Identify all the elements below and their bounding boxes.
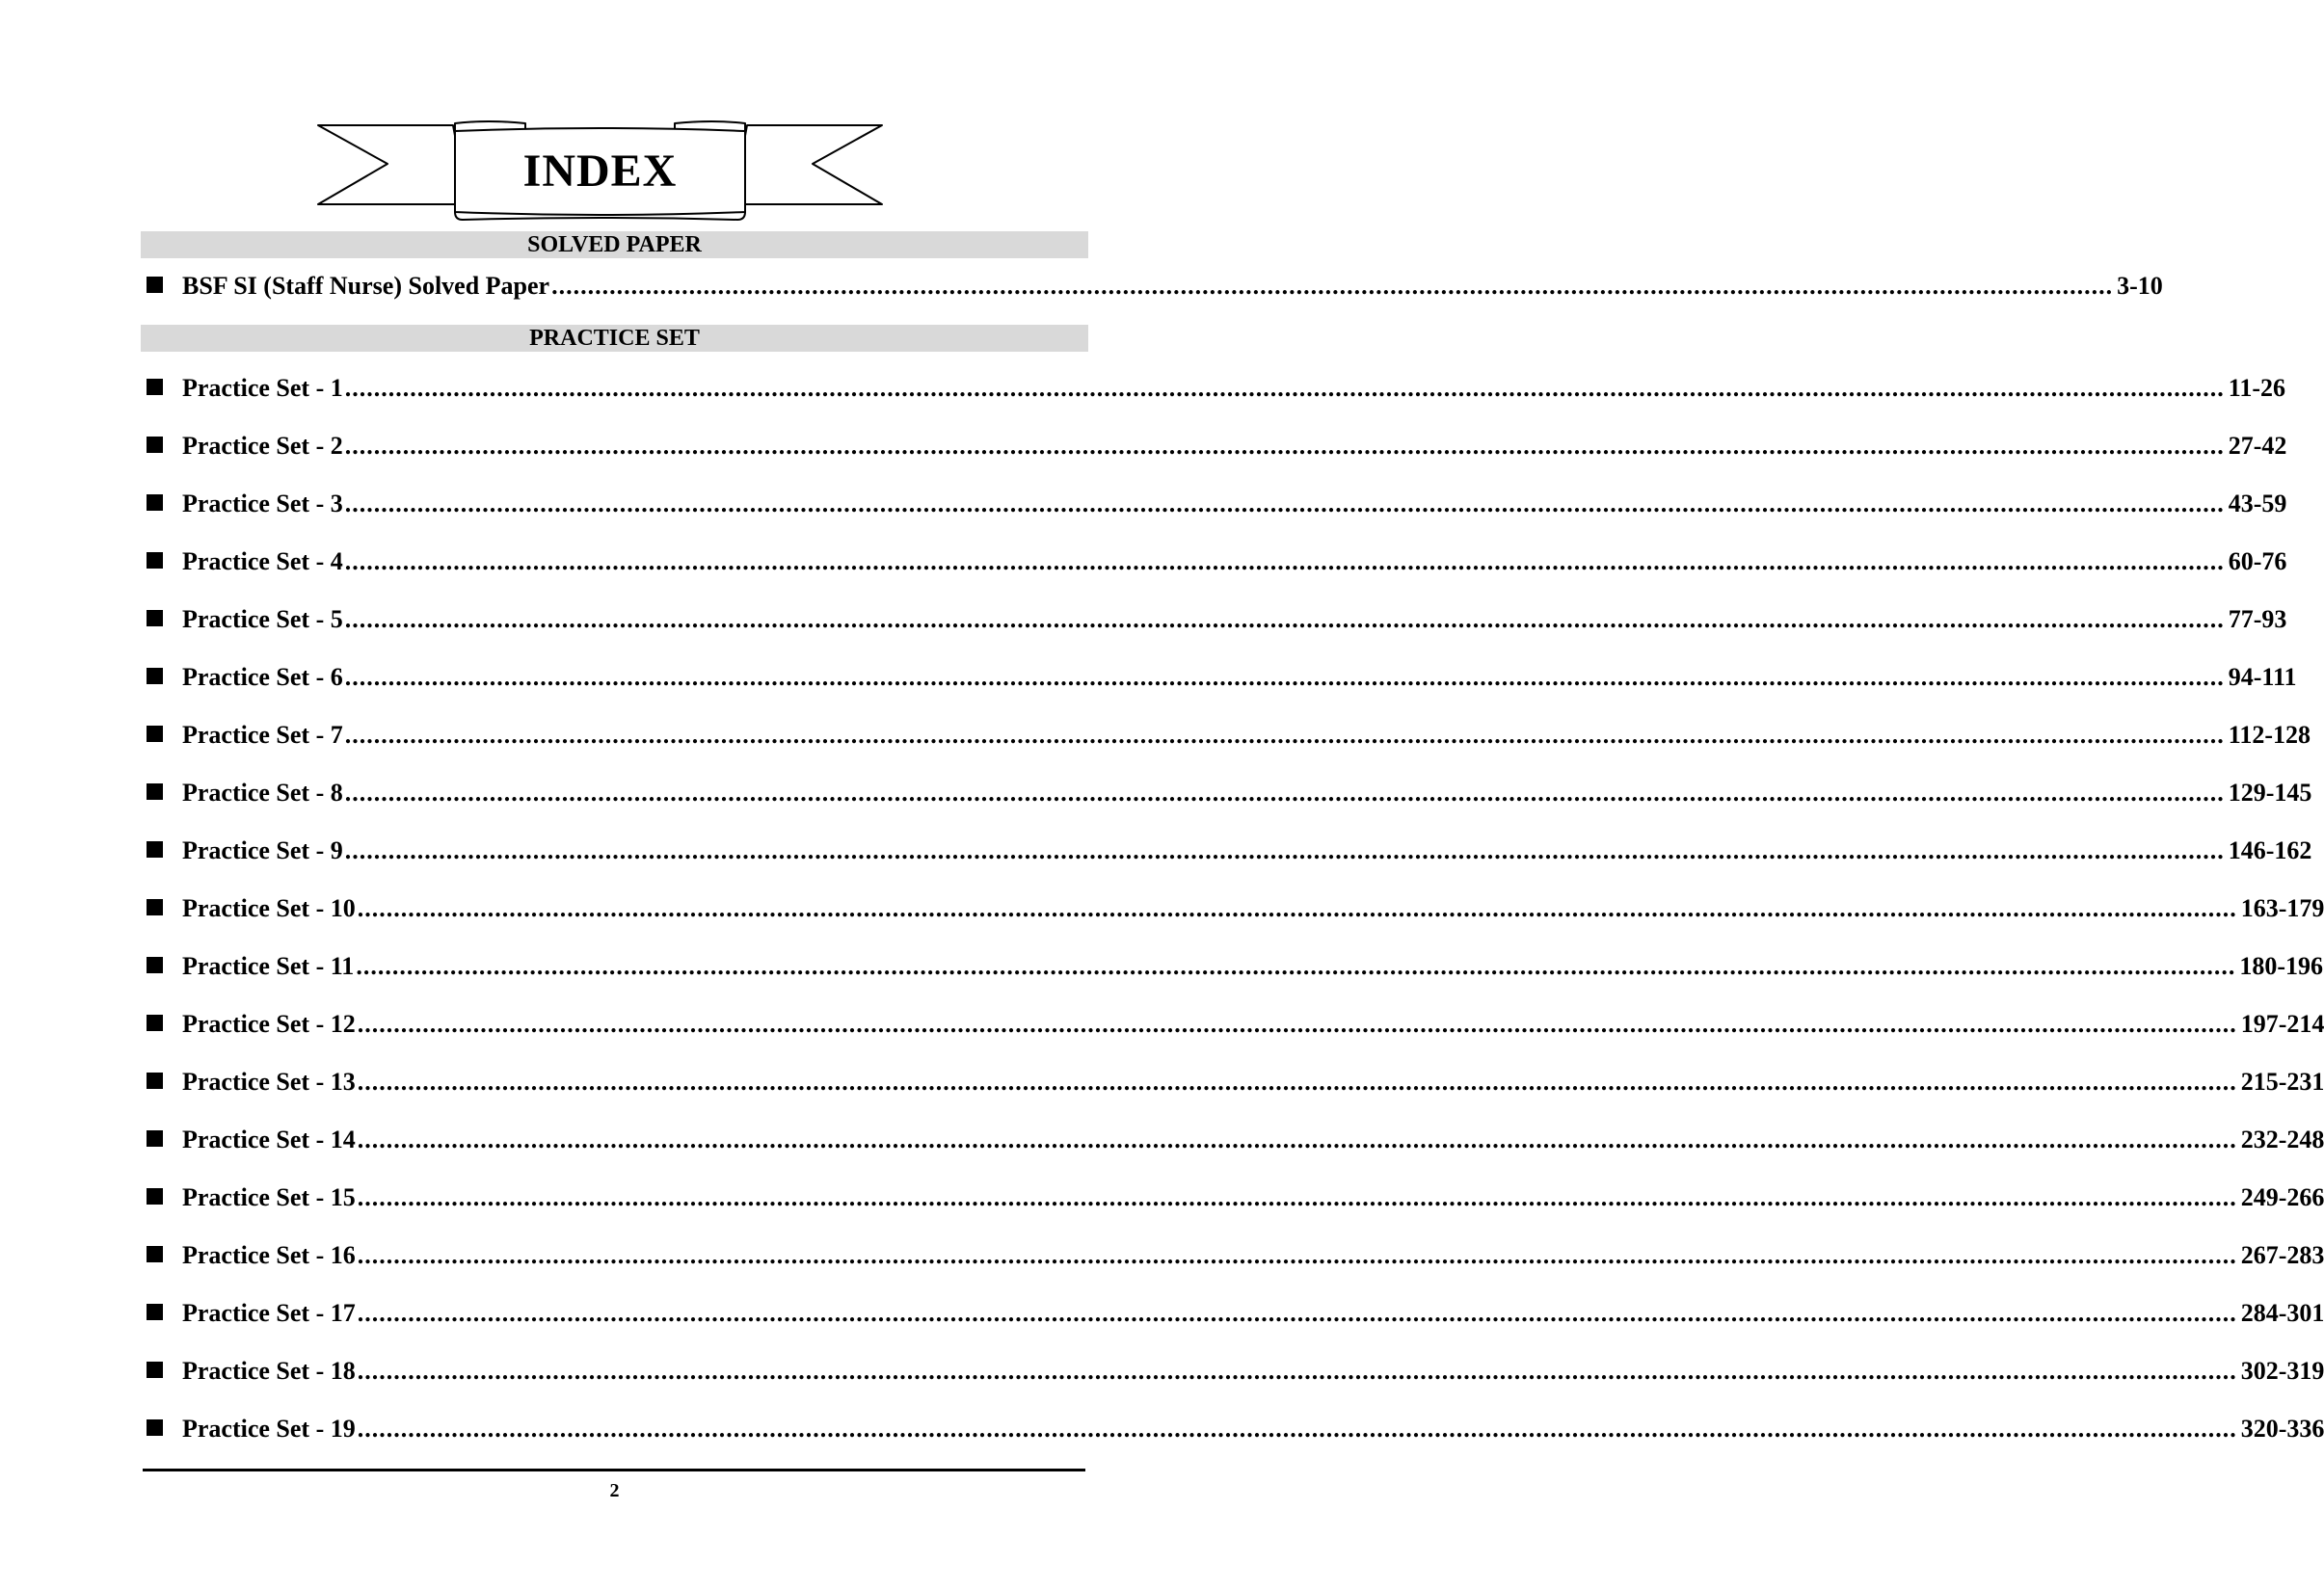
toc-entry-pages: 197-214	[2240, 1010, 2324, 1038]
toc-entry-title: Practice Set - 10	[182, 894, 356, 922]
toc-entry-title: Practice Set - 5	[182, 605, 343, 633]
square-bullet-icon	[147, 552, 163, 569]
square-bullet-icon	[147, 1246, 163, 1262]
toc-entry-pages: 249-266	[2240, 1183, 2324, 1211]
dot-leader: ....................................................................................................................................................................................................................................................................	[344, 432, 2225, 460]
toc-entry-practice-set[interactable]	[147, 775, 2312, 811]
dot-leader: ....................................................................................................................................................................................................................................................................	[357, 1183, 2237, 1211]
toc-entry-pages: 320-336	[2240, 1415, 2324, 1443]
toc-entry-practice-set[interactable]	[147, 890, 2324, 927]
dot-leader: ....................................................................................................................................................................................................................................................................	[357, 1068, 2237, 1096]
toc-entry-practice-set[interactable]	[147, 1295, 2324, 1332]
square-bullet-icon	[147, 610, 163, 626]
toc-entry-title: Practice Set - 17	[182, 1299, 356, 1327]
toc-entry-title: Practice Set - 9	[182, 836, 343, 864]
toc-entry-pages: 215-231	[2240, 1068, 2324, 1096]
square-bullet-icon	[147, 1362, 163, 1378]
dot-leader: ....................................................................................................................................................................................................................................................................	[357, 1241, 2237, 1269]
toc-entry-practice-set[interactable]	[147, 1179, 2324, 1216]
toc-entry-pages: 302-319	[2240, 1357, 2324, 1385]
toc-entry-pages: 232-248	[2240, 1126, 2324, 1153]
toc-entry-pages: 94-111	[2228, 663, 2297, 691]
dot-leader: ....................................................................................................................................................................................................................................................................	[344, 779, 2225, 807]
toc-entry-practice-set[interactable]	[147, 717, 2311, 754]
dot-leader: ....................................................................................................................................................................................................................................................................	[344, 374, 2225, 402]
toc-entry-pages: 129-145	[2228, 779, 2312, 807]
dot-leader: ....................................................................................................................................................................................................................................................................	[344, 721, 2225, 749]
square-bullet-icon	[147, 668, 163, 684]
toc-entry-practice-set[interactable]	[147, 1006, 2324, 1043]
toc-entry-pages: 27-42	[2228, 432, 2287, 460]
toc-entry-pages: 146-162	[2228, 836, 2312, 864]
toc-entry-practice-set[interactable]	[147, 1353, 2324, 1390]
dot-leader: ....................................................................................................................................................................................................................................................................	[356, 952, 2236, 980]
toc-entry-pages: 112-128	[2228, 721, 2311, 749]
toc-entry-pages: 3-10	[2117, 272, 2163, 300]
dot-leader: ....................................................................................................................................................................................................................................................................	[357, 1126, 2237, 1153]
toc-entry-title: Practice Set - 15	[182, 1183, 356, 1211]
dot-leader: ....................................................................................................................................................................................................................................................................	[357, 1299, 2237, 1327]
toc-entry-pages: 77-93	[2228, 605, 2287, 633]
toc-entry-title: Practice Set - 12	[182, 1010, 356, 1038]
toc-entry-pages: 284-301	[2240, 1299, 2324, 1327]
toc-entry-title: Practice Set - 16	[182, 1241, 356, 1269]
toc-entry-title: Practice Set - 1	[182, 374, 343, 402]
toc-entry-title: Practice Set - 13	[182, 1068, 356, 1096]
square-bullet-icon	[147, 1073, 163, 1089]
dot-leader: ........................................................................................................................................................................................................................	[551, 272, 2114, 300]
toc-entry-title: BSF SI (Staff Nurse) Solved Paper	[182, 272, 550, 300]
toc-entry-title: Practice Set - 14	[182, 1126, 356, 1153]
toc-entry-pages: 60-76	[2228, 547, 2287, 575]
toc-entry-pages: 43-59	[2228, 490, 2287, 517]
square-bullet-icon	[147, 1015, 163, 1031]
toc-entry-title: Practice Set - 2	[182, 432, 343, 460]
dot-leader: ....................................................................................................................................................................................................................................................................	[344, 663, 2225, 691]
toc-entry-practice-set[interactable]	[147, 1064, 2324, 1100]
square-bullet-icon	[147, 726, 163, 742]
toc-entry-title: Practice Set - 18	[182, 1357, 356, 1385]
square-bullet-icon	[147, 1419, 163, 1436]
toc-entry-practice-set[interactable]	[147, 543, 2287, 580]
toc-entry-practice-set[interactable]	[147, 833, 2312, 869]
dot-leader: ....................................................................................................................................................................................................................................................................	[344, 836, 2225, 864]
toc-entry-title: Practice Set - 3	[182, 490, 343, 517]
bottom-rule	[143, 1469, 1085, 1471]
toc-entry-title: Practice Set - 19	[182, 1415, 356, 1443]
square-bullet-icon	[147, 494, 163, 511]
toc-entry-practice-set[interactable]	[147, 601, 2287, 638]
page-title: INDEX	[522, 146, 678, 197]
square-bullet-icon	[147, 1304, 163, 1320]
toc-entry-practice-set[interactable]	[147, 948, 2323, 985]
page-number: 2	[609, 1480, 620, 1501]
square-bullet-icon	[147, 957, 163, 973]
square-bullet-icon	[147, 437, 163, 453]
toc-entry-title: Practice Set - 4	[182, 547, 343, 575]
toc-entry-pages: 180-196	[2239, 952, 2323, 980]
toc-entry-title: Practice Set - 8	[182, 779, 343, 807]
toc-entry-practice-set[interactable]	[147, 659, 2297, 696]
dot-leader: ....................................................................................................................................................................................................................................................................	[357, 1010, 2237, 1038]
toc-entry-practice-set[interactable]	[147, 370, 2285, 407]
square-bullet-icon	[147, 783, 163, 800]
toc-entry-title: Practice Set - 7	[182, 721, 343, 749]
toc-entry-practice-set[interactable]	[147, 486, 2287, 522]
toc-entry-pages: 267-283	[2240, 1241, 2324, 1269]
section-header-solved-paper: SOLVED PAPER	[141, 231, 1088, 258]
toc-entry-pages: 11-26	[2228, 374, 2285, 402]
square-bullet-icon	[147, 1130, 163, 1147]
toc-entry-practice-set[interactable]	[147, 428, 2287, 464]
toc-entry-practice-set[interactable]	[147, 1237, 2324, 1274]
toc-entry-title: Practice Set - 6	[182, 663, 343, 691]
dot-leader: ....................................................................................................................................................................................................................................................................	[344, 605, 2225, 633]
toc-entry-practice-set[interactable]	[147, 1122, 2324, 1158]
dot-leader: ....................................................................................................................................................................................................................................................................	[357, 1415, 2237, 1443]
section-header-practice-set: PRACTICE SET	[141, 325, 1088, 352]
dot-leader: ....................................................................................................................................................................................................................................................................	[344, 490, 2225, 517]
dot-leader: ....................................................................................................................................................................................................................................................................	[357, 1357, 2237, 1385]
toc-entry-practice-set[interactable]	[147, 1411, 2324, 1447]
square-bullet-icon	[147, 899, 163, 915]
dot-leader: ....................................................................................................................................................................................................................................................................	[344, 547, 2225, 575]
square-bullet-icon	[147, 1188, 163, 1205]
square-bullet-icon	[147, 379, 163, 395]
dot-leader: ....................................................................................................................................................................................................................................................................	[357, 894, 2237, 922]
square-bullet-icon	[147, 841, 163, 858]
toc-entry-title: Practice Set - 11	[182, 952, 355, 980]
toc-entry-pages: 163-179	[2240, 894, 2324, 922]
